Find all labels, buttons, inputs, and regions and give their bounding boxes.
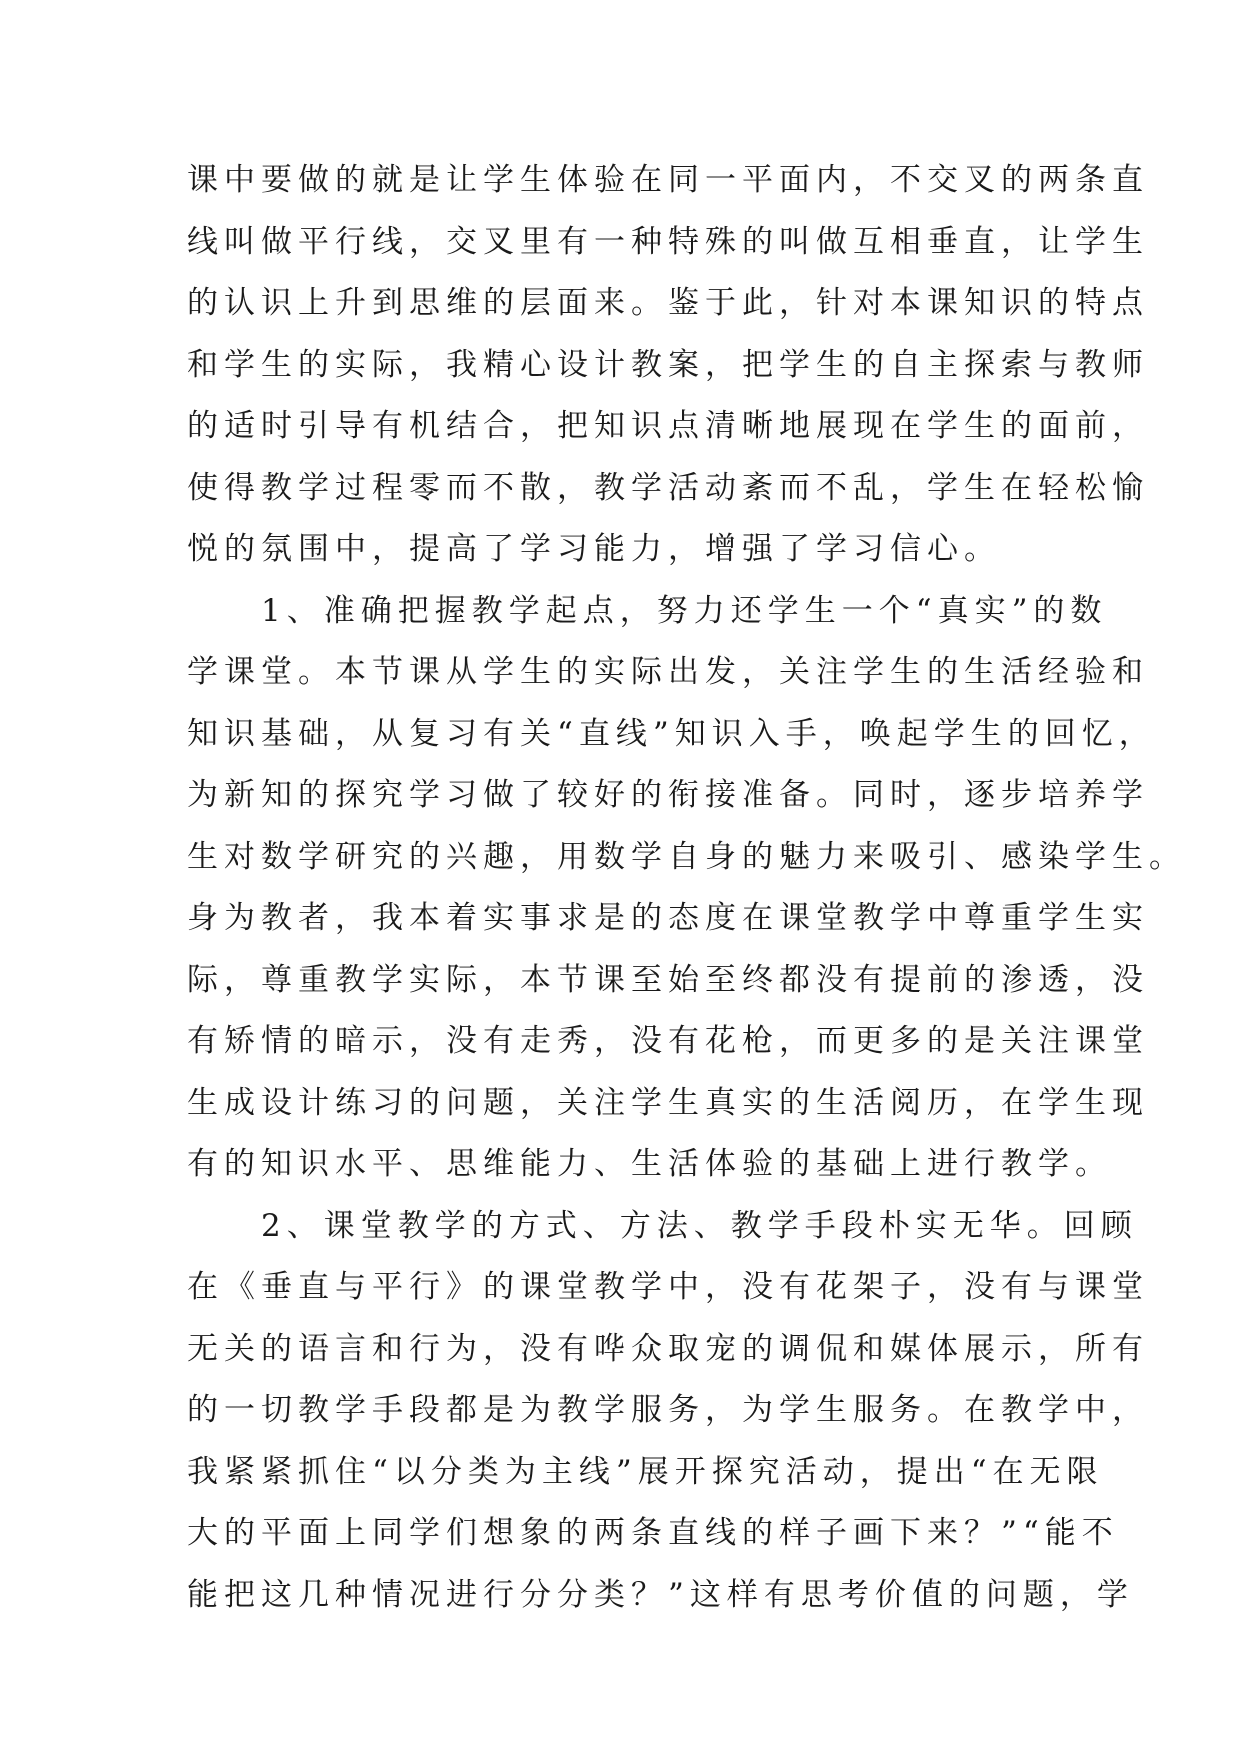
text-line: 的一切教学手段都是为教学服务，为学生服务。在教学中，: [187, 1392, 1149, 1428]
text-line: 有矫情的暗示，没有走秀，没有花枪，而更多的是关注课堂: [187, 1023, 1149, 1059]
text-line: 课中要做的就是让学生体验在同一平面内，不交叉的两条直: [187, 162, 1149, 198]
text-line: 2、课堂教学的方式、方法、教学手段朴实无华。回顾: [187, 1207, 1138, 1244]
text-line: 为新知的探究学习做了较好的衔接准备。同时，逐步培养学: [187, 777, 1149, 813]
text-line: 能把这几种情况进行分分类？”这样有思考价值的问题，学: [187, 1576, 1134, 1613]
text-line: 生对数学研究的兴趣，用数学自身的魅力来吸引、感染学生。: [187, 838, 1186, 875]
text-line: 无关的语言和行为，没有哗众取宠的调侃和媒体展示，所有: [187, 1330, 1149, 1367]
body-text: [187, 150, 1186, 1626]
text-line: 在《垂直与平行》的课堂教学中，没有花架子，没有与课堂: [187, 1269, 1149, 1305]
text-line: 生成设计练习的问题，关注学生真实的生活阅历，在学生现: [187, 1084, 1149, 1121]
text-line: 际，尊重教学实际，本节课至始至终都没有提前的渗透，没: [187, 961, 1149, 998]
text-line: 的认识上升到思维的层面来。鉴于此，针对本课知识的特点: [187, 285, 1149, 321]
text-line: 大的平面上同学们想象的两条直线的样子画下来？”“能不: [187, 1515, 1119, 1551]
text-line: 的适时引导有机结合，把知识点清晰地展现在学生的面前，: [187, 408, 1149, 444]
text-line: 和学生的实际，我精心设计教案，把学生的自主探索与教师: [187, 346, 1149, 383]
text-line: 知识基础，从复习有关“直线”知识入手，唤起学生的回忆，: [187, 715, 1156, 752]
text-line: 学课堂。本节课从学生的实际出发，关注学生的生活经验和: [187, 654, 1149, 690]
text-line: 身为教者，我本着实事求是的态度在课堂教学中尊重学生实: [187, 900, 1149, 936]
text-line: 1、准确把握教学起点，努力还学生一个“真实”的数: [187, 592, 1108, 629]
text-line: 悦的氛围中，提高了学习能力，增强了学习信心。: [187, 531, 1001, 567]
text-line: 我紧紧抓住“以分类为主线”展开探究活动，提出“在无限: [187, 1453, 1104, 1490]
text-line: 线叫做平行线，交叉里有一种特殊的叫做互相垂直，让学生: [187, 223, 1149, 260]
text-line: 有的知识水平、思维能力、生活体验的基础上进行教学。: [187, 1146, 1112, 1182]
text-line: 使得教学过程零而不散，教学活动紊而不乱，学生在轻松愉: [187, 469, 1149, 506]
